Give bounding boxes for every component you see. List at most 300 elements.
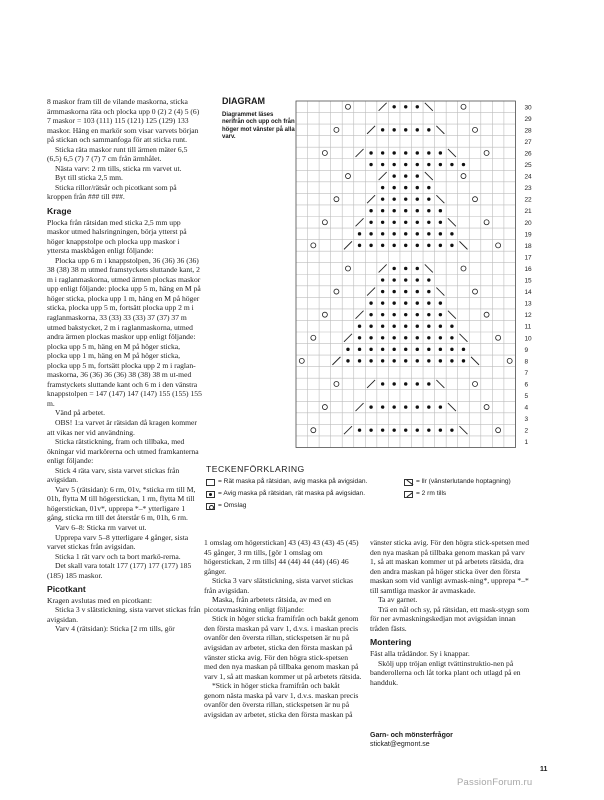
purl-dot	[369, 348, 372, 351]
dot-square-icon	[206, 491, 215, 498]
k2tog-stroke	[332, 357, 340, 365]
row-number: 6	[524, 381, 529, 389]
text-column-2	[204, 538, 362, 719]
paragraph: Varv 4 (rätsidan): Sticka [2 rm tills, gör	[55, 624, 175, 634]
purl-dot	[392, 244, 395, 247]
purl-dot	[392, 105, 395, 108]
paragraph: Trä en nål och sy, på rätsidan, ett mask-stygn som för ner avmaskningskedjan mot avigsidan innan tråden fästs.	[370, 604, 530, 633]
yarnover-circle	[322, 220, 327, 225]
paragraph: Plocka upp 6 m i knappstolpen, 36 (36) 36 (36) 38 (38) 38 m utmed framstyckets sluttande kant, 2 m i raglanmaskorna, utmed ärmen plockas maskor upp enligt följande: plocka upp 5 m, häng en M på höger sticka, plocka upp 1 m, häng en M på höger sticka, plocka upp 5 m, fortsätt plocka upp 2 m i raglanmaskorna, 33 (33) 33 (33) 37 (37) 37 m utmed bakstycket, 2 m i raglanmaskorna, utmed andra ärmen plockas maskor upp enligt följande: plocka upp 5 m, häng en M på höger sticka, plocka upp 1 m, häng en M på höger sticka, plocka upp 5 m, fortsätt plocka upp 2 m i raglan-maskorna, 36 (36) 36 (36) 38 (38) 38 m ut-med framstyckets sluttande kant och 6 m i den vänstra knappstolpen = 147 (147) 147 (147) 155 (155) 155 m.	[47, 255, 202, 408]
purl-dot	[358, 232, 361, 235]
paragraph: Sticka rätstickning, fram och tillbaka, med ökningar vid markörerna och utmed framkanterna enligt följande:	[47, 437, 199, 466]
purl-dot	[439, 405, 442, 408]
purl-dot	[369, 163, 372, 166]
purl-dot	[381, 221, 384, 224]
paragraph: Maska, från arbetets rätsida, av med en picotavmaskning enligt följande:	[204, 595, 331, 614]
slash-square-icon	[404, 491, 413, 498]
purl-dot	[416, 290, 419, 293]
paragraph: Stick in höger sticka framifrån och bakåt genom den första maskan på varv 1, d.v.s. i maskan precis ovanför den översta rillan, stickspetsen är nu på avigsidan av arbetet, sticka den första maskan på vänster sticka avig. För den högra stick-spetsen med den nya maskan på tillbaka genom maskan på varv 1, så att maskan kommer ut på arbetets rätsida.	[204, 614, 362, 681]
ssk-stroke	[436, 288, 444, 296]
legend-label: = llr (vänsterlutande hoptagning)	[416, 478, 511, 485]
k2tog-stroke	[344, 241, 352, 249]
purl-dot	[439, 325, 442, 328]
row-number: 23	[524, 185, 532, 193]
purl-dot	[369, 325, 372, 328]
purl-dot	[439, 232, 442, 235]
purl-dot	[392, 301, 395, 304]
purl-dot	[427, 151, 430, 154]
purl-dot	[381, 232, 384, 235]
k2tog-stroke	[379, 103, 387, 111]
purl-dot	[392, 128, 395, 131]
purl-dot	[358, 244, 361, 247]
purl-dot	[369, 209, 372, 212]
purl-dot	[427, 301, 430, 304]
k2tog-stroke	[367, 126, 375, 134]
row-number: 2	[524, 427, 529, 435]
purl-dot	[404, 348, 407, 351]
purl-dot	[427, 163, 430, 166]
purl-dot	[381, 151, 384, 154]
purl-dot	[416, 313, 419, 316]
purl-dot	[439, 313, 442, 316]
row-number: 18	[524, 242, 532, 250]
yarnover-circle	[473, 127, 478, 132]
purl-dot	[392, 221, 395, 224]
purl-dot	[404, 197, 407, 200]
purl-dot	[416, 278, 419, 281]
purl-dot	[416, 348, 419, 351]
purl-dot	[381, 290, 384, 293]
purl-dot	[462, 359, 465, 362]
purl-dot	[404, 105, 407, 108]
purl-dot	[392, 163, 395, 166]
yarnover-circle	[496, 428, 501, 433]
purl-dot	[369, 151, 372, 154]
purl-dot	[404, 267, 407, 270]
paragraph: 1 omslag om högerstickan] 43 (43) 43 (43) 45 (45) 45 gånger, 3 rm tills, [gör 1 omslag om högerstickan, 2 rm tills] 44 (44) 44 (44) (46) 46 gånger.	[204, 538, 359, 576]
purl-dot	[439, 221, 442, 224]
paragraph: Fäst alla trådändor. Sy i knappar.	[370, 648, 470, 658]
ssk-stroke	[448, 218, 456, 226]
purl-dot	[369, 244, 372, 247]
paragraph: Stick 4 räta varv, sista varvet stickas från avigsidan.	[47, 465, 180, 485]
backslash-square-icon	[404, 479, 413, 486]
contact-box	[370, 731, 453, 749]
paragraph: Det skall vara totalt 177 (177) 177 (177) 185 (185) 185 maskor.	[47, 561, 192, 580]
purl-dot	[404, 163, 407, 166]
purl-dot	[404, 313, 407, 316]
purl-dot	[439, 348, 442, 351]
purl-dot	[416, 336, 419, 339]
purl-dot	[427, 313, 430, 316]
purl-dot	[404, 209, 407, 212]
yarnover-circle	[461, 104, 466, 109]
ssk-stroke	[459, 426, 467, 434]
row-number: 10	[524, 335, 532, 343]
yarnover-circle	[311, 335, 316, 340]
purl-dot	[392, 151, 395, 154]
paragraph: Plocka från rätsidan med sticka 2,5 mm upp maskor utmed halsringningen, börja ytterst på höger knappstolpe och plocka upp maskor i yttersta maskbågen enligt följande:	[47, 217, 187, 256]
purl-dot	[416, 359, 419, 362]
row-number: 12	[524, 312, 532, 320]
ssk-stroke	[436, 195, 444, 203]
purl-dot	[381, 197, 384, 200]
purl-dot	[369, 232, 372, 235]
paragraph: Sticka rillor/rätsår och picotkant som på kroppen från ### till ###.	[47, 182, 177, 202]
purl-dot	[439, 428, 442, 431]
purl-dot	[416, 301, 419, 304]
row-number: 9	[524, 346, 529, 354]
row-number: 11	[524, 323, 532, 331]
purl-dot	[416, 428, 419, 431]
purl-dot	[381, 301, 384, 304]
yarnover-circle	[311, 243, 316, 248]
heading-krage: Krage	[47, 206, 72, 217]
purl-dot	[369, 221, 372, 224]
purl-dot	[369, 428, 372, 431]
purl-dot	[450, 348, 453, 351]
purl-dot	[392, 232, 395, 235]
row-number: 15	[524, 277, 532, 285]
purl-dot	[462, 163, 465, 166]
purl-dot	[381, 278, 384, 281]
diagram-title: DIAGRAM	[222, 96, 265, 106]
purl-dot	[404, 301, 407, 304]
row-number: 28	[524, 127, 532, 135]
purl-dot	[462, 348, 465, 351]
row-number: 8	[524, 358, 529, 366]
purl-dot	[404, 428, 407, 431]
purl-dot	[404, 232, 407, 235]
purl-dot	[416, 232, 419, 235]
purl-dot	[381, 313, 384, 316]
purl-dot	[358, 348, 361, 351]
purl-dot	[392, 174, 395, 177]
purl-dot	[439, 209, 442, 212]
legend-item-yarnover	[206, 502, 246, 510]
legend-label: = Rät maska på rätsidan, avig maska på avigsidan.	[218, 478, 368, 485]
yarnover-circle	[322, 312, 327, 317]
diagram-note: Diagrammet läses nerifrån och upp och från höger mot vänster på alla varv.	[222, 112, 295, 140]
purl-dot	[392, 336, 395, 339]
purl-dot	[381, 382, 384, 385]
purl-dot	[392, 186, 395, 189]
purl-dot	[416, 105, 419, 108]
ssk-stroke	[425, 172, 433, 180]
purl-dot	[439, 163, 442, 166]
ssk-stroke	[471, 357, 479, 365]
paragraph: Byt till sticka 2,5 mm.	[55, 173, 123, 183]
yarnover-circle	[334, 381, 339, 386]
purl-dot	[404, 244, 407, 247]
yarnover-circle	[484, 150, 489, 155]
paragraph: Nästa varv: 2 rm tills, sticka rm varvet ut.	[55, 163, 182, 173]
k2tog-stroke	[344, 426, 352, 434]
ssk-stroke	[448, 311, 456, 319]
purl-dot	[439, 359, 442, 362]
row-number: 26	[524, 150, 532, 158]
purl-dot	[416, 325, 419, 328]
ssk-stroke	[425, 103, 433, 111]
yarnover-circle	[461, 266, 466, 271]
row-number: 7	[524, 369, 529, 377]
paragraph: Kragen avslutas med en picotkant:	[47, 595, 153, 605]
purl-dot	[427, 186, 430, 189]
paragraph: OBS! 1:a varvet är rätsidan då kragen kommer att vikas ner vid användning.	[47, 418, 197, 437]
purl-dot	[427, 278, 430, 281]
row-number: 20	[524, 219, 532, 227]
purl-dot	[381, 405, 384, 408]
contact-heading: Garn- och mönsterfrågor	[370, 732, 453, 739]
legend-item-knit	[206, 478, 367, 486]
purl-dot	[416, 209, 419, 212]
yarnover-circle	[484, 405, 489, 410]
purl-dot	[404, 186, 407, 189]
purl-dot	[404, 382, 407, 385]
paragraph: Upprepa varv 5–8 ytterligare 4 gånger, sista varvet stickas från avigsidan.	[47, 532, 189, 552]
k2tog-stroke	[367, 288, 375, 296]
page-number: 11	[540, 766, 548, 773]
purl-dot	[381, 128, 384, 131]
yarnover-circle	[507, 358, 512, 363]
purl-dot	[392, 267, 395, 270]
purl-dot	[358, 325, 361, 328]
yarnover-circle	[473, 289, 478, 294]
purl-dot	[346, 348, 349, 351]
purl-dot	[450, 244, 453, 247]
paragraph: *Stick in höger sticka framifrån och bakåt genom nästa maska på varv 1, d.v.s. maskan precis ovanför den översta rillan, stickspetsen är nu på avigsidan av arbetet, sticka den första maskan på	[204, 681, 359, 719]
row-number: 25	[524, 162, 532, 170]
purl-dot	[404, 221, 407, 224]
legend-item-ssk	[404, 478, 511, 486]
k2tog-stroke	[356, 311, 364, 319]
purl-dot	[427, 221, 430, 224]
purl-dot	[416, 267, 419, 270]
purl-dot	[416, 197, 419, 200]
k2tog-stroke	[367, 195, 375, 203]
purl-dot	[439, 151, 442, 154]
purl-dot	[381, 325, 384, 328]
purl-dot	[358, 359, 361, 362]
purl-dot	[427, 197, 430, 200]
row-number: 29	[524, 115, 532, 123]
paragraph: Skölj upp tröjan enligt tvättinstruktio-nen på banderollerna och låt torka plant och utlagd på en handduk.	[370, 658, 521, 687]
yarnover-circle	[496, 335, 501, 340]
paragraph: Varv 5 (rätsidan): 6 rm, 01v, *sticka rm till M, 01h, flytta M till högerstickan, 1 rm, flytta M till högerstickan, 01v*, upprepa *–* ytterligare 1 gång, sticka rm till det återstår 6 m, 01h, 6 rm.	[47, 484, 196, 523]
purl-dot	[369, 301, 372, 304]
purl-dot	[427, 290, 430, 293]
row-number: 3	[524, 416, 529, 424]
purl-dot	[392, 278, 395, 281]
purl-dot	[381, 359, 384, 362]
yarnover-circle	[473, 381, 478, 386]
purl-dot	[392, 209, 395, 212]
legend-item-k2tog	[404, 490, 446, 498]
purl-dot	[427, 325, 430, 328]
yarnover-circle	[484, 312, 489, 317]
purl-dot	[392, 348, 395, 351]
purl-dot	[427, 232, 430, 235]
yarnover-circle	[345, 174, 350, 179]
purl-dot	[392, 313, 395, 316]
purl-dot	[404, 278, 407, 281]
legend-label: = Avig maska på rätsidan, rät maska på avigsidan.	[218, 490, 366, 497]
purl-dot	[404, 405, 407, 408]
purl-dot	[404, 336, 407, 339]
yarnover-circle	[484, 220, 489, 225]
yarnover-circle	[496, 243, 501, 248]
purl-dot	[404, 325, 407, 328]
row-number: 17	[524, 254, 532, 262]
k2tog-stroke	[379, 264, 387, 272]
purl-dot	[416, 186, 419, 189]
row-number: 19	[524, 231, 532, 239]
row-number: 5	[524, 393, 529, 401]
purl-dot	[381, 244, 384, 247]
paragraph: Vänd på arbetet.	[55, 408, 105, 418]
yarnover-circle	[311, 428, 316, 433]
purl-dot	[427, 336, 430, 339]
purl-dot	[450, 232, 453, 235]
k2tog-stroke	[379, 172, 387, 180]
paragraph: Sticka 1 rät varv och ta bort markö-rerna.	[55, 551, 181, 561]
purl-dot	[346, 359, 349, 362]
purl-dot	[427, 428, 430, 431]
purl-dot	[416, 244, 419, 247]
paragraph: 8 maskor fram till de vilande maskorna, sticka ärmmaskorna räta och plocka upp 0 (2) 2 (4) 5 (6) 7 maskor = 103 (111) 115 (121) 125 (129) 133 maskor. Häng en markör som visar varvets början på stickan och sammanfoga för att sticka runt.	[47, 97, 200, 145]
purl-dot	[369, 359, 372, 362]
row-number: 30	[524, 104, 532, 112]
purl-dot	[404, 128, 407, 131]
purl-dot	[416, 405, 419, 408]
ssk-stroke	[436, 126, 444, 134]
paragraph: Ta av garnet.	[378, 595, 418, 605]
row-number: 1	[524, 439, 529, 447]
purl-dot	[416, 128, 419, 131]
knitting-chart	[295, 100, 547, 450]
legend-title: TECKENFÖRKLARING	[206, 464, 305, 474]
purl-dot	[404, 359, 407, 362]
ssk-stroke	[459, 241, 467, 249]
paragraph: Sticka räta maskor runt till ärmen mäter 6,5 (6,5) 6,5 (7) 7 (7) 7 cm från ärmhålet.	[47, 144, 188, 164]
row-number: 13	[524, 300, 532, 308]
purl-dot	[450, 325, 453, 328]
purl-dot	[358, 336, 361, 339]
purl-dot	[416, 174, 419, 177]
purl-dot	[358, 428, 361, 431]
purl-dot	[392, 382, 395, 385]
yarnover-circle	[299, 358, 304, 363]
paragraph: Sticka 3 varv slätstickning, sista varvet stickas från avigsidan.	[204, 576, 354, 595]
row-number: 22	[524, 196, 532, 204]
purl-dot	[439, 244, 442, 247]
purl-dot	[450, 359, 453, 362]
row-number: 27	[524, 138, 532, 146]
paragraph: Varv 6–8: Sticka rm varvet ut.	[55, 523, 147, 533]
purl-dot	[416, 382, 419, 385]
purl-dot	[392, 405, 395, 408]
purl-dot	[392, 428, 395, 431]
purl-dot	[439, 301, 442, 304]
paragraph: vänster sticka avig. För den högra stick-spetsen med den nya maskan på tillbaka genom maskan på varv 1, så att maskan kommer ut på arbetets rätsida, dra den andra maskan på höger sticka över den första maskan som vid vanligt avmask-ning*, upprepa *–* till samtliga maskor är avmaskade.	[370, 538, 530, 595]
purl-dot	[369, 336, 372, 339]
yarnover-circle	[345, 104, 350, 109]
yarnover-circle	[334, 127, 339, 132]
purl-dot	[369, 405, 372, 408]
row-number: 14	[524, 289, 532, 297]
purl-dot	[416, 151, 419, 154]
ssk-stroke	[436, 380, 444, 388]
purl-dot	[450, 428, 453, 431]
purl-dot	[427, 359, 430, 362]
purl-dot	[427, 244, 430, 247]
legend-item-purl	[206, 490, 365, 498]
yarnover-circle	[473, 197, 478, 202]
ssk-stroke	[448, 403, 456, 411]
purl-dot	[427, 209, 430, 212]
purl-dot	[404, 151, 407, 154]
purl-dot	[381, 186, 384, 189]
paragraph: Sticka 3 v slätstickning, sista varvet stickas från avigsidan.	[47, 605, 201, 624]
purl-dot	[427, 128, 430, 131]
text-column-1	[47, 97, 202, 634]
purl-dot	[392, 290, 395, 293]
purl-dot	[450, 163, 453, 166]
ssk-stroke	[459, 334, 467, 342]
yarnover-circle	[334, 289, 339, 294]
k2tog-stroke	[356, 149, 364, 157]
purl-dot	[381, 348, 384, 351]
row-number: 4	[524, 404, 529, 412]
row-number: 21	[524, 208, 532, 216]
purl-dot	[381, 336, 384, 339]
blank-square-icon	[206, 479, 215, 486]
purl-dot	[427, 348, 430, 351]
purl-dot	[427, 405, 430, 408]
legend-label: = 2 rm tills	[416, 490, 447, 497]
text-column-3	[370, 538, 532, 687]
purl-dot	[416, 221, 419, 224]
purl-dot	[381, 209, 384, 212]
purl-dot	[381, 163, 384, 166]
purl-dot	[404, 290, 407, 293]
purl-dot	[404, 174, 407, 177]
purl-dot	[439, 336, 442, 339]
heading-picotkant: Picotkant	[47, 584, 86, 595]
ssk-stroke	[425, 264, 433, 272]
purl-dot	[392, 197, 395, 200]
contact-email[interactable]: stickat@egmont.se	[370, 741, 430, 748]
purl-dot	[392, 325, 395, 328]
legend-label: = Omslag	[218, 502, 247, 509]
purl-dot	[381, 428, 384, 431]
k2tog-stroke	[356, 218, 364, 226]
k2tog-stroke	[367, 380, 375, 388]
row-number: 24	[524, 173, 532, 181]
heading-montering: Montering	[370, 637, 412, 648]
yarnover-circle	[322, 405, 327, 410]
purl-dot	[416, 163, 419, 166]
yarnover-circle	[345, 266, 350, 271]
ssk-stroke	[448, 149, 456, 157]
k2tog-stroke	[344, 334, 352, 342]
k2tog-stroke	[356, 403, 364, 411]
row-number: 16	[524, 265, 532, 273]
purl-dot	[392, 359, 395, 362]
watermark: PassionForum.ru	[457, 777, 533, 788]
purl-dot	[450, 336, 453, 339]
